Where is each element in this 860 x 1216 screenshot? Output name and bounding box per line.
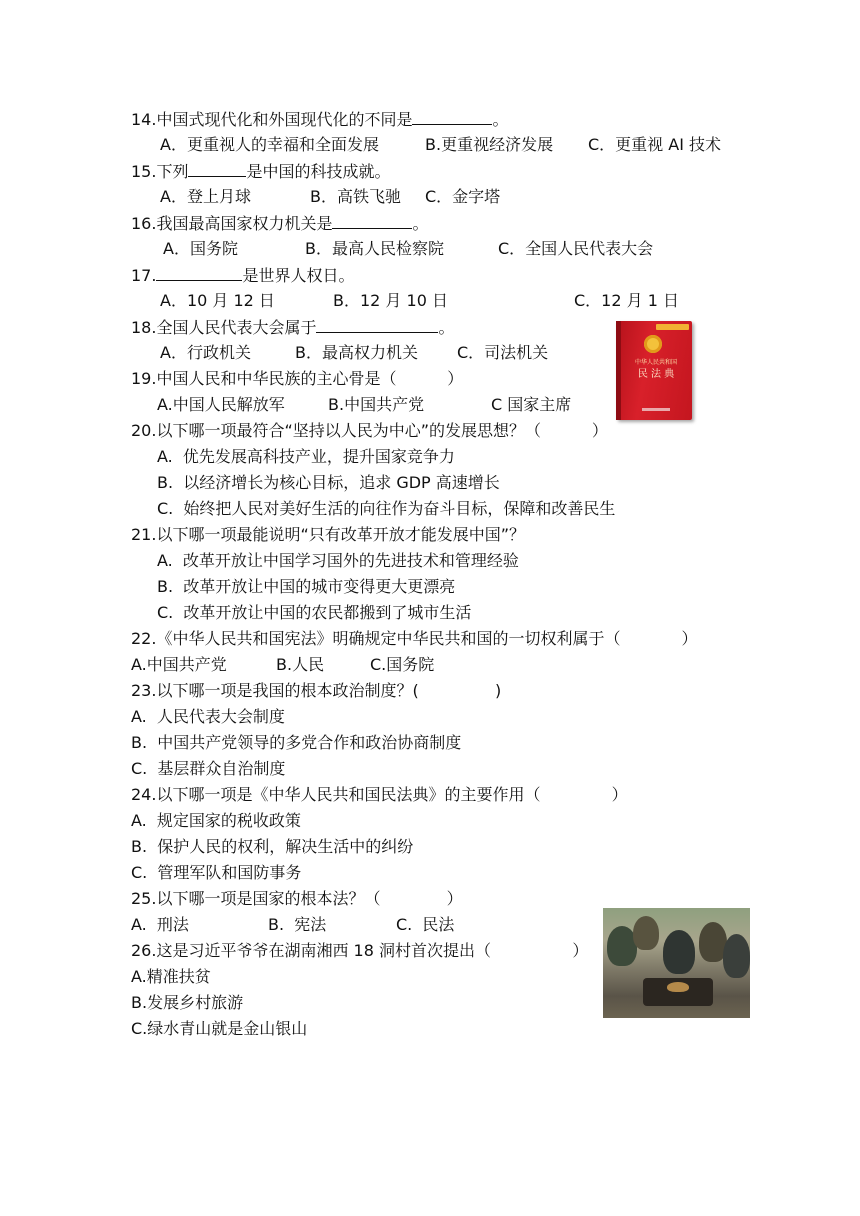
question-16-stem [131,212,428,234]
question-15-option-a[interactable]: A．登上月球 [160,187,251,206]
question-15-stem [131,160,390,182]
question-14-text-after: 。 [492,110,509,129]
question-24-stem: 24.以下哪一项是《中华人民共和国民法典》的主要作用（ ） [131,785,628,804]
question-16-option-b[interactable]: B．最高人民检察院 [305,239,444,258]
question-15-text-after: 是中国的科技成就。 [246,162,391,181]
answer-blank[interactable] [332,212,412,229]
question-15-text-before: 15.下列 [131,162,189,181]
question-17-text-before: 17. [131,266,157,285]
question-21-option-a[interactable]: A. 改革开放让中国学习国外的先进技术和管理经验 [157,551,519,570]
question-24-option-a[interactable]: A. 规定国家的税收政策 [131,811,301,830]
question-21-stem: 21.以下哪一项最能说明“只有改革开放才能发展中国”？ [131,525,526,544]
question-25-option-b[interactable]: B. 宪法 [268,915,327,934]
question-23-option-c[interactable]: C. 基层群众自治制度 [131,759,286,778]
question-24-option-c[interactable]: C. 管理军队和国防事务 [131,863,302,882]
question-22-option-b[interactable]: B.人民 [276,655,325,674]
question-15-option-b[interactable]: B．高铁飞驰 [310,187,401,206]
question-14-option-a[interactable]: A．更重视人的幸福和全面发展 [160,135,379,154]
question-17-option-c[interactable]: C．12 月 1 日 [574,291,679,310]
question-16-option-c[interactable]: C．全国人民代表大会 [498,239,654,258]
question-20-option-b[interactable]: B. 以经济增长为核心目标，追求 GDP 高速增长 [157,473,500,492]
question-17-option-a[interactable]: A．10 月 12 日 [160,291,275,310]
question-17-option-b[interactable]: B．12 月 10 日 [333,291,448,310]
question-18-text-before: 18.全国人民代表大会属于 [131,318,317,337]
question-26-stem: 26.这是习近平爷爷在湖南湘西 18 洞村首次提出（ ） [131,941,589,960]
answer-blank[interactable] [412,108,492,125]
question-15-option-c[interactable]: C．金字塔 [425,187,501,206]
question-23-option-a[interactable]: A. 人民代表大会制度 [131,707,285,726]
national-emblem-icon [644,335,662,353]
question-22-option-c[interactable]: C.国务院 [370,655,435,674]
question-14-option-c[interactable]: C．更重视 AI 技术 [588,135,722,154]
question-14-option-b[interactable]: B.更重视经济发展 [425,135,554,154]
question-20-option-a[interactable]: A. 优先发展高科技产业，提升国家竞争力 [157,447,455,466]
question-19-stem: 19.中国人民和中华民族的主心骨是（ ） [131,369,464,388]
question-19-option-b[interactable]: B.中国共产党 [328,395,425,414]
book-spine [616,321,621,420]
photo-figure [663,930,695,974]
question-16-text-before: 16.我国最高国家权力机关是 [131,214,333,233]
answer-blank[interactable] [316,316,438,333]
question-21-option-c[interactable]: C. 改革开放让中国的农民都搬到了城市生活 [157,603,472,622]
answer-blank[interactable] [188,160,246,177]
question-14-text-before: 14.中国式现代化和外国现代化的不同是 [131,110,413,129]
photo-bowl [667,982,689,992]
photo-figure [723,934,750,978]
answer-blank[interactable] [156,264,242,281]
question-18-stem [131,316,454,338]
question-17-text-after: 是世界人权日。 [242,266,355,285]
question-16-option-a[interactable]: A．国务院 [163,239,238,258]
question-25-option-a[interactable]: A. 刑法 [131,915,189,934]
question-25-stem: 25.以下哪一项是国家的根本法？（ ） [131,889,463,908]
question-22-stem: 22.《中华人民共和国宪法》明确规定中华民共和国的一切权利属于（ ） [131,629,698,648]
question-20-option-c[interactable]: C. 始终把人民对美好生活的向往作为奋斗目标，保障和改善民生 [157,499,616,518]
question-18-option-b[interactable]: B．最高权力机关 [295,343,418,362]
question-19-option-c[interactable]: C 国家主席 [491,395,572,414]
question-26-option-a[interactable]: A.精准扶贫 [131,967,211,986]
photo-figure [633,916,659,950]
question-25-option-c[interactable]: C. 民法 [396,915,455,934]
question-14-stem [131,108,508,130]
question-18-option-c[interactable]: C．司法机关 [457,343,549,362]
question-23-stem: 23.以下哪一项是我国的根本政治制度？( ) [131,681,502,700]
civil-code-book-image [616,321,692,420]
question-22-option-a[interactable]: A.中国共产党 [131,655,227,674]
question-18-text-after: 。 [438,318,455,337]
question-20-stem: 20.以下哪一项最符合“坚持以人民为中心”的发展思想？（ ） [131,421,608,440]
question-17-stem [131,264,354,286]
book-title-line2: 民 法 典 [637,369,675,380]
book-gold-band [656,324,689,330]
question-26-option-c[interactable]: C.绿水青山就是金山银山 [131,1019,308,1038]
question-26-option-b[interactable]: B.发展乡村旅游 [131,993,244,1012]
question-23-option-b[interactable]: B. 中国共产党领导的多党合作和政治协商制度 [131,733,462,752]
question-18-option-a[interactable]: A．行政机关 [160,343,251,362]
question-21-option-b[interactable]: B. 改革开放让中国的城市变得更大更漂亮 [157,577,456,596]
question-24-option-b[interactable]: B. 保护人民的权利，解决生活中的纠纷 [131,837,414,856]
question-19-option-a[interactable]: A.中国人民解放军 [157,395,285,414]
question-16-text-after: 。 [412,214,429,233]
village-visit-photo [603,908,750,1018]
book-title-line1: 中华人民共和国 [634,359,677,366]
book-publisher-mark [642,408,670,411]
